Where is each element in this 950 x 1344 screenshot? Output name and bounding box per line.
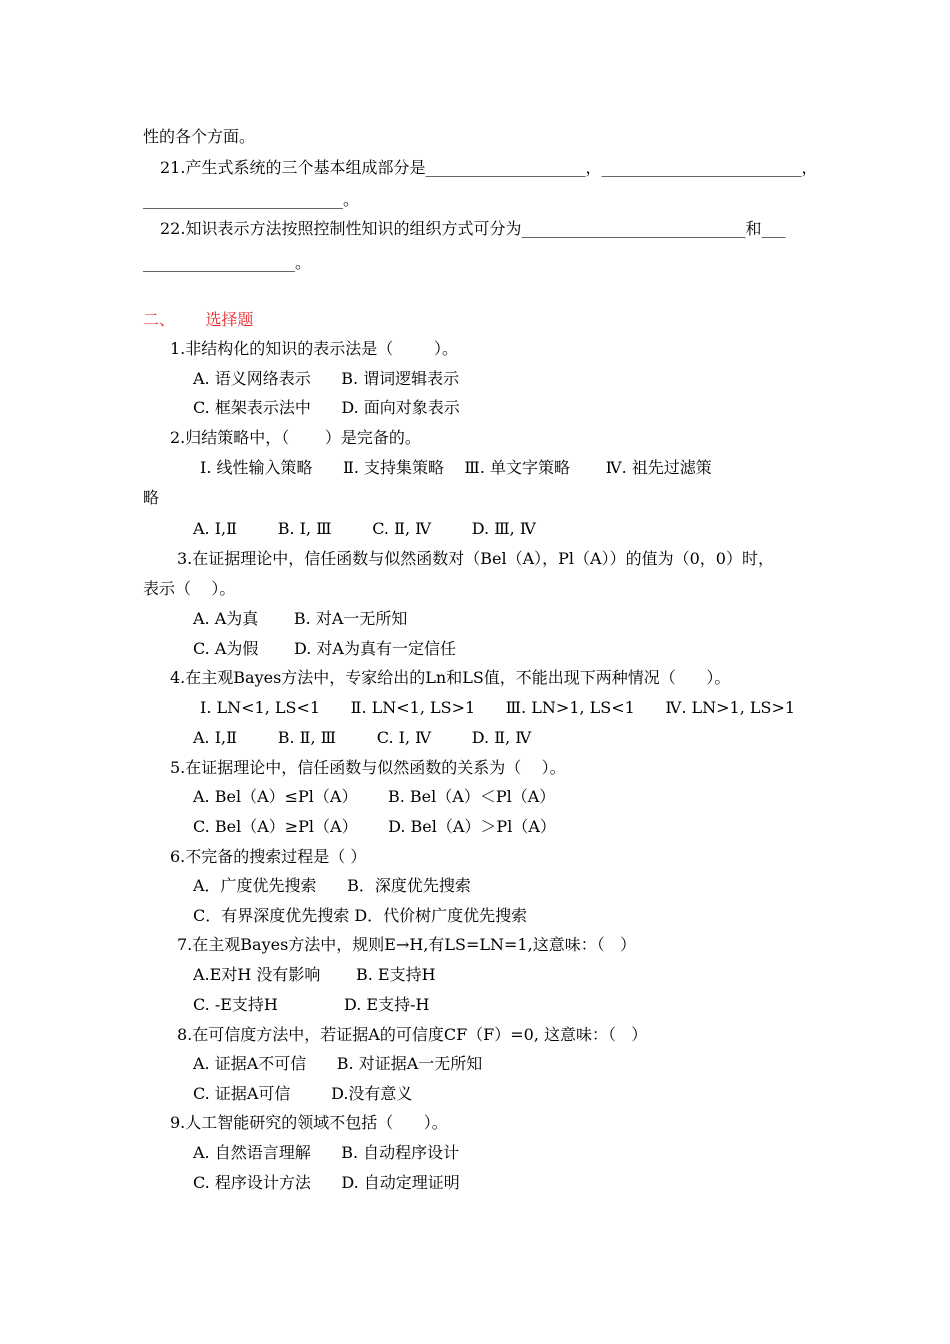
text-line: 略 [143,488,160,507]
question-21: 21.产生式系统的三个基本组成部分是____________________，_________________________， [160,158,818,177]
option-line: C. 证据A可信 D.没有意义 [193,1084,413,1103]
section-heading: 二、 选择题 [143,310,254,329]
option-line: C. -E支持H D. E支持-H [193,995,430,1014]
option-line: A．广度优先搜索 B．深度优先搜索 [193,876,471,895]
question-7: 7.在主观Bayes方法中，规则E→H,有LS=LN=1,这意味：（ ） [177,935,636,954]
text-line: ___________________。 [143,253,312,272]
question-1: 1.非结构化的知识的表示法是（ ）。 [170,339,458,358]
option-line: A. Ⅰ,Ⅱ B. Ⅰ, Ⅲ C. Ⅱ, Ⅳ D. Ⅲ, Ⅳ [193,519,536,538]
text-line: 性的各个方面。 [143,127,256,146]
option-line: C．有界深度优先搜索 D．代价树广度优先搜索 [193,906,528,925]
question-5: 5.在证据理论中，信任函数与似然函数的关系为（ ）。 [170,758,566,777]
question-8: 8.在可信度方法中，若证据A的可信度CF（F）=0, 这意味：（ ） [177,1025,648,1044]
option-line: A. 证据A不可信 B. 对证据A一无所知 [193,1054,483,1073]
option-line: A.E对H 没有影响 B. E支持H [193,965,436,984]
text-line: Ⅰ. LN<1, LS<1 Ⅱ. LN<1, LS>1 Ⅲ. LN>1, LS<1 Ⅳ. LN>1, LS>1 [200,698,796,717]
option-line: C. 框架表示法中 D. 面向对象表示 [193,398,460,417]
text-line: Ⅰ. 线性输入策略 Ⅱ. 支持集策略 Ⅲ. 单文字策略 Ⅳ. 祖先过滤策 [200,458,712,477]
option-line: A. A为真 B. 对A一无所知 [193,609,408,628]
text-line: _________________________。 [143,190,360,209]
question-2: 2.归结策略中，（ ）是完备的。 [170,428,421,447]
option-line: A. 自然语言理解 B. 自动程序设计 [193,1143,460,1162]
question-9: 9.人工智能研究的领域不包括（ ）。 [170,1113,448,1132]
option-line: C. 程序设计方法 D. 自动定理证明 [193,1173,460,1192]
option-line: C. Bel（A）≥Pl（A） D. Bel（A）＞Pl（A） [193,817,556,836]
option-line: A. Ⅰ,Ⅱ B. Ⅱ, Ⅲ C. Ⅰ, Ⅳ D. Ⅱ, Ⅳ [193,728,532,747]
question-6: 6.不完备的搜索过程是（ ） [170,847,367,866]
text-line: 表示（ ）。 [143,579,236,598]
option-line: C. A为假 D. 对A为真有一定信任 [193,639,456,658]
question-22: 22.知识表示方法按照控制性知识的组织方式可分为____________________________和___ [160,219,786,238]
option-line: A. 语义网络表示 B. 谓词逻辑表示 [193,369,460,388]
question-4: 4.在主观Bayes方法中，专家给出的Ln和LS值，不能出现下两种情况（ ）。 [170,668,731,687]
option-line: A. Bel（A）≤Pl（A） B. Bel（A）＜Pl（A） [193,787,556,806]
question-3: 3.在证据理论中，信任函数与似然函数对（Bel（A），Pl（A））的值为（0，0）时， [177,549,774,568]
